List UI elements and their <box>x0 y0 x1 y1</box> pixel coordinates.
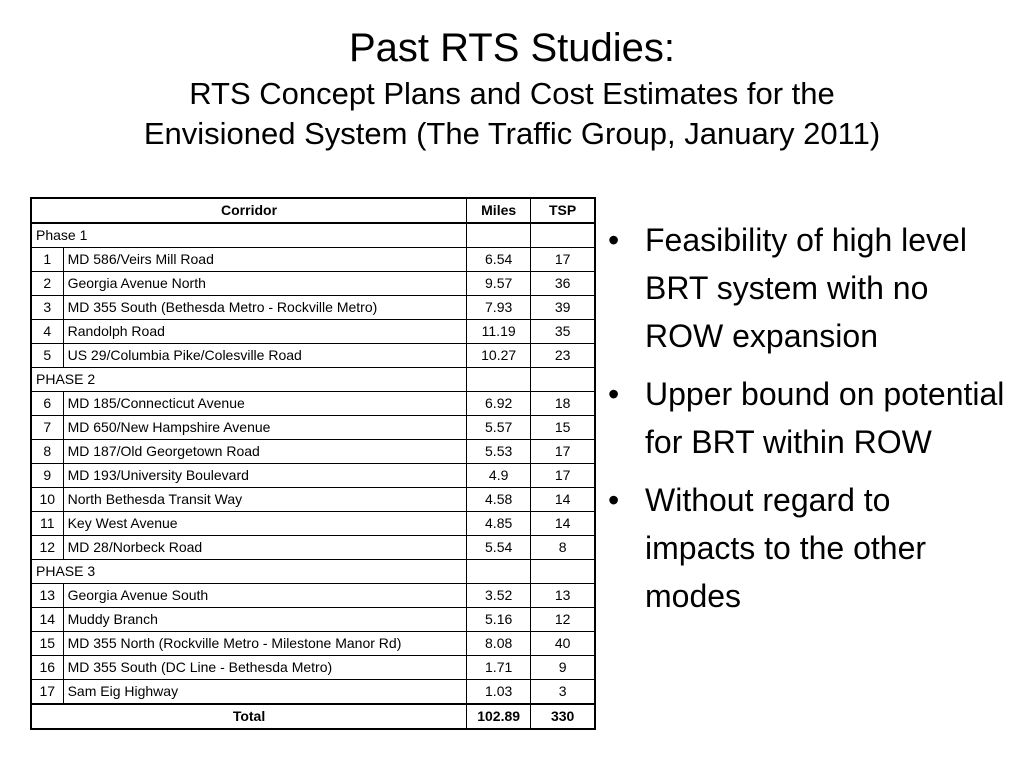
phase-row <box>31 560 595 584</box>
row-number: 12 <box>31 536 63 560</box>
table-row <box>31 344 595 368</box>
row-corridor: Georgia Avenue North <box>63 272 466 296</box>
row-miles: 11.19 <box>467 320 531 344</box>
table-row <box>31 440 595 464</box>
row-corridor: MD 187/Old Georgetown Road <box>63 440 466 464</box>
row-tsp: 8 <box>531 536 595 560</box>
corridor-table <box>30 197 596 730</box>
row-miles: 4.9 <box>467 464 531 488</box>
row-miles: 10.27 <box>467 344 531 368</box>
slide-title: Past RTS Studies: <box>348 26 676 70</box>
phase-empty-cell <box>531 560 595 584</box>
phase-row <box>31 223 595 248</box>
row-number: 7 <box>31 416 63 440</box>
bullet-dot-icon: • <box>608 376 620 412</box>
bullet-item <box>606 216 1006 360</box>
row-tsp: 17 <box>531 440 595 464</box>
row-number: 16 <box>31 656 63 680</box>
row-number: 8 <box>31 440 63 464</box>
row-corridor: Georgia Avenue South <box>63 584 466 608</box>
row-miles: 3.52 <box>467 584 531 608</box>
slide-subtitle-line-1: RTS Concept Plans and Cost Estimates for the <box>189 76 835 111</box>
row-miles: 1.71 <box>467 656 531 680</box>
row-corridor: US 29/Columbia Pike/Colesville Road <box>63 344 466 368</box>
row-number: 14 <box>31 608 63 632</box>
table-total-row <box>31 704 595 729</box>
row-miles: 1.03 <box>467 680 531 705</box>
table-row <box>31 632 595 656</box>
slide-subtitle-line-2: Envisioned System (The Traffic Group, January 2011) <box>143 116 881 151</box>
row-miles: 4.58 <box>467 488 531 512</box>
phase-label: Phase 1 <box>31 223 467 248</box>
table-row <box>31 512 595 536</box>
row-tsp: 40 <box>531 632 595 656</box>
bullet-text: Feasibility of high level BRT system with no ROW expansion <box>645 222 967 354</box>
phase-empty-cell <box>467 368 531 392</box>
row-number: 11 <box>31 512 63 536</box>
table-row <box>31 296 595 320</box>
phase-label: PHASE 3 <box>31 560 467 584</box>
row-number: 2 <box>31 272 63 296</box>
row-tsp: 35 <box>531 320 595 344</box>
total-tsp: 330 <box>531 704 595 729</box>
table-row <box>31 656 595 680</box>
row-tsp: 13 <box>531 584 595 608</box>
total-miles: 102.89 <box>467 704 531 729</box>
header-tsp: TSP <box>531 198 595 223</box>
row-corridor: MD 586/Veirs Mill Road <box>63 248 466 272</box>
bullet-item <box>606 370 1006 466</box>
row-corridor: MD 193/University Boulevard <box>63 464 466 488</box>
slide-title-block <box>0 22 1024 154</box>
phase-row <box>31 368 595 392</box>
table-row <box>31 416 595 440</box>
header-corridor: Corridor <box>31 198 467 223</box>
row-corridor: MD 355 South (DC Line - Bethesda Metro) <box>63 656 466 680</box>
row-corridor: Muddy Branch <box>63 608 466 632</box>
row-tsp: 39 <box>531 296 595 320</box>
row-number: 3 <box>31 296 63 320</box>
row-tsp: 23 <box>531 344 595 368</box>
phase-empty-cell <box>467 223 531 248</box>
table-row <box>31 536 595 560</box>
bullet-dot-icon: • <box>608 222 620 258</box>
table-header-row <box>31 198 595 223</box>
row-tsp: 17 <box>531 248 595 272</box>
row-miles: 5.54 <box>467 536 531 560</box>
row-number: 9 <box>31 464 63 488</box>
table-row <box>31 488 595 512</box>
row-number: 4 <box>31 320 63 344</box>
row-corridor: Key West Avenue <box>63 512 466 536</box>
total-label: Total <box>31 704 467 729</box>
row-corridor: MD 28/Norbeck Road <box>63 536 466 560</box>
row-tsp: 3 <box>531 680 595 705</box>
phase-empty-cell <box>531 368 595 392</box>
row-number: 17 <box>31 680 63 705</box>
table-row <box>31 584 595 608</box>
row-miles: 6.54 <box>467 248 531 272</box>
row-miles: 8.08 <box>467 632 531 656</box>
bullet-text: Upper bound on potential for BRT within ROW <box>645 376 1005 460</box>
row-miles: 9.57 <box>467 272 531 296</box>
phase-empty-cell <box>467 560 531 584</box>
row-tsp: 12 <box>531 608 595 632</box>
row-miles: 5.16 <box>467 608 531 632</box>
table-body <box>31 223 595 704</box>
row-number: 1 <box>31 248 63 272</box>
bullet-text: Without regard to impacts to the other modes <box>645 482 927 614</box>
row-miles: 5.53 <box>467 440 531 464</box>
row-miles: 5.57 <box>467 416 531 440</box>
row-miles: 6.92 <box>467 392 531 416</box>
row-tsp: 14 <box>531 512 595 536</box>
row-tsp: 15 <box>531 416 595 440</box>
row-number: 5 <box>31 344 63 368</box>
row-corridor: North Bethesda Transit Way <box>63 488 466 512</box>
row-miles: 4.85 <box>467 512 531 536</box>
table-row <box>31 272 595 296</box>
row-miles: 7.93 <box>467 296 531 320</box>
table-row <box>31 320 595 344</box>
row-corridor: Sam Eig Highway <box>63 680 466 705</box>
row-corridor: MD 355 North (Rockville Metro - Milestone Manor Rd) <box>63 632 466 656</box>
row-tsp: 36 <box>531 272 595 296</box>
bullet-list <box>606 216 1006 630</box>
row-corridor: MD 355 South (Bethesda Metro - Rockville Metro) <box>63 296 466 320</box>
table-row <box>31 608 595 632</box>
row-tsp: 18 <box>531 392 595 416</box>
table-row <box>31 680 595 705</box>
bullet-dot-icon: • <box>608 482 620 518</box>
table-row <box>31 392 595 416</box>
table-row <box>31 248 595 272</box>
row-tsp: 14 <box>531 488 595 512</box>
row-corridor: Randolph Road <box>63 320 466 344</box>
row-number: 13 <box>31 584 63 608</box>
row-corridor: MD 650/New Hampshire Avenue <box>63 416 466 440</box>
phase-label: PHASE 2 <box>31 368 467 392</box>
row-tsp: 9 <box>531 656 595 680</box>
row-number: 10 <box>31 488 63 512</box>
row-corridor: MD 185/Connecticut Avenue <box>63 392 466 416</box>
table-row <box>31 464 595 488</box>
row-tsp: 17 <box>531 464 595 488</box>
row-number: 6 <box>31 392 63 416</box>
phase-empty-cell <box>531 223 595 248</box>
header-miles: Miles <box>467 198 531 223</box>
row-number: 15 <box>31 632 63 656</box>
bullet-item <box>606 476 1006 620</box>
